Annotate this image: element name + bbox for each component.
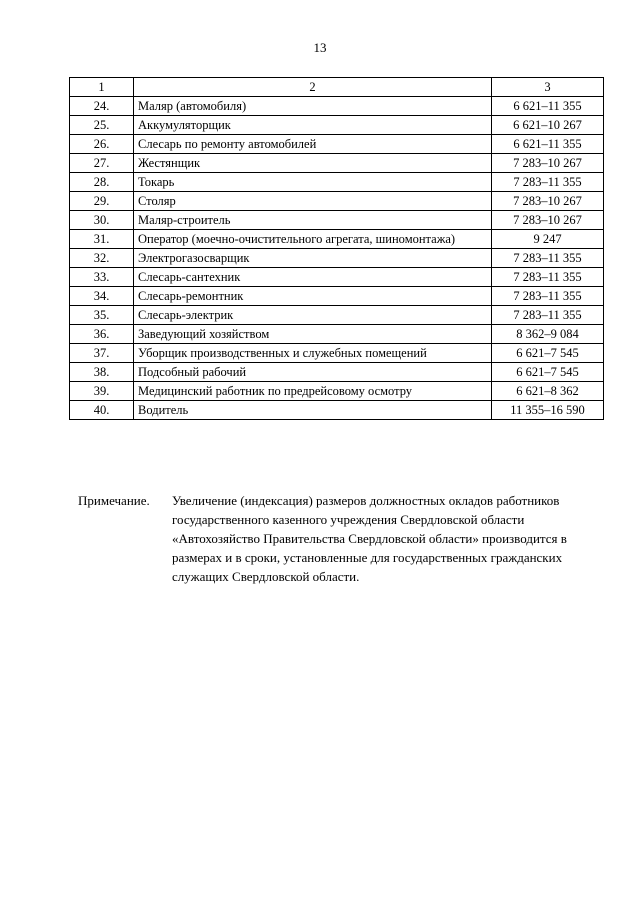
row-number: 36. <box>70 325 134 344</box>
row-salary: 9 247 <box>492 230 604 249</box>
row-position: Столяр <box>134 192 492 211</box>
row-salary: 8 362–9 084 <box>492 325 604 344</box>
row-salary: 7 283–11 355 <box>492 173 604 192</box>
header-col-1: 1 <box>70 78 134 97</box>
table-row <box>70 325 604 344</box>
row-salary: 7 283–11 355 <box>492 268 604 287</box>
row-position: Токарь <box>134 173 492 192</box>
table-row <box>70 173 604 192</box>
table-row <box>70 306 604 325</box>
row-position: Заведующий хозяйством <box>134 325 492 344</box>
header-col-2: 2 <box>134 78 492 97</box>
table-row <box>70 97 604 116</box>
table-row <box>70 401 604 420</box>
page-number: 13 <box>313 40 327 55</box>
table-header-row <box>70 78 604 97</box>
table-row <box>70 363 604 382</box>
row-salary: 6 621–11 355 <box>492 97 604 116</box>
table-row <box>70 116 604 135</box>
table-row <box>70 211 604 230</box>
row-number: 29. <box>70 192 134 211</box>
table-row <box>70 192 604 211</box>
row-salary: 7 283–10 267 <box>492 211 604 230</box>
row-position: Уборщик производственных и служебных помещений <box>134 344 492 363</box>
row-salary: 7 283–10 267 <box>492 192 604 211</box>
row-position: Слесарь-электрик <box>134 306 492 325</box>
row-position: Водитель <box>134 401 492 420</box>
table-row <box>70 344 604 363</box>
row-position: Аккумуляторщик <box>134 116 492 135</box>
row-salary: 7 283–11 355 <box>492 306 604 325</box>
header-col-3: 3 <box>492 78 604 97</box>
row-position: Жестянщик <box>134 154 492 173</box>
row-salary: 6 621–11 355 <box>492 135 604 154</box>
row-number: 26. <box>70 135 134 154</box>
row-position: Медицинский работник по предрейсовому осмотру <box>134 382 492 401</box>
row-salary: 7 283–11 355 <box>492 249 604 268</box>
note-text: Увеличение (индексация) размеров должностных окладов работников государственного казенного учреждения Свердловской области «Автохозяйство Правительства Свердловской области» производится в размерах и в сроки, установленные для государственных гражданских служащих Свердловской области. <box>172 493 567 584</box>
table-row <box>70 382 604 401</box>
row-position: Маляр (автомобиля) <box>134 97 492 116</box>
row-position: Подсобный рабочий <box>134 363 492 382</box>
table-row <box>70 154 604 173</box>
row-number: 28. <box>70 173 134 192</box>
table-row <box>70 268 604 287</box>
table-row <box>70 230 604 249</box>
row-number: 31. <box>70 230 134 249</box>
row-salary: 6 621–7 545 <box>492 344 604 363</box>
row-position: Электрогазосварщик <box>134 249 492 268</box>
row-number: 25. <box>70 116 134 135</box>
row-position: Слесарь-ремонтник <box>134 287 492 306</box>
row-salary: 6 621–10 267 <box>492 116 604 135</box>
row-number: 39. <box>70 382 134 401</box>
positions-table <box>69 77 604 420</box>
row-position: Маляр-строитель <box>134 211 492 230</box>
row-number: 40. <box>70 401 134 420</box>
row-salary: 7 283–11 355 <box>492 287 604 306</box>
row-salary: 6 621–7 545 <box>492 363 604 382</box>
row-number: 30. <box>70 211 134 230</box>
table-row <box>70 287 604 306</box>
row-number: 37. <box>70 344 134 363</box>
row-salary: 6 621–8 362 <box>492 382 604 401</box>
row-number: 33. <box>70 268 134 287</box>
table-row <box>70 249 604 268</box>
row-number: 32. <box>70 249 134 268</box>
row-salary: 11 355–16 590 <box>492 401 604 420</box>
note-label: Примечание. <box>78 493 150 508</box>
row-position: Оператор (моечно-очистительного агрегата, шиномонтажа) <box>134 230 492 249</box>
row-number: 24. <box>70 97 134 116</box>
table-row <box>70 135 604 154</box>
row-number: 34. <box>70 287 134 306</box>
row-number: 38. <box>70 363 134 382</box>
row-position: Слесарь по ремонту автомобилей <box>134 135 492 154</box>
row-number: 35. <box>70 306 134 325</box>
row-position: Слесарь-сантехник <box>134 268 492 287</box>
row-number: 27. <box>70 154 134 173</box>
row-salary: 7 283–10 267 <box>492 154 604 173</box>
